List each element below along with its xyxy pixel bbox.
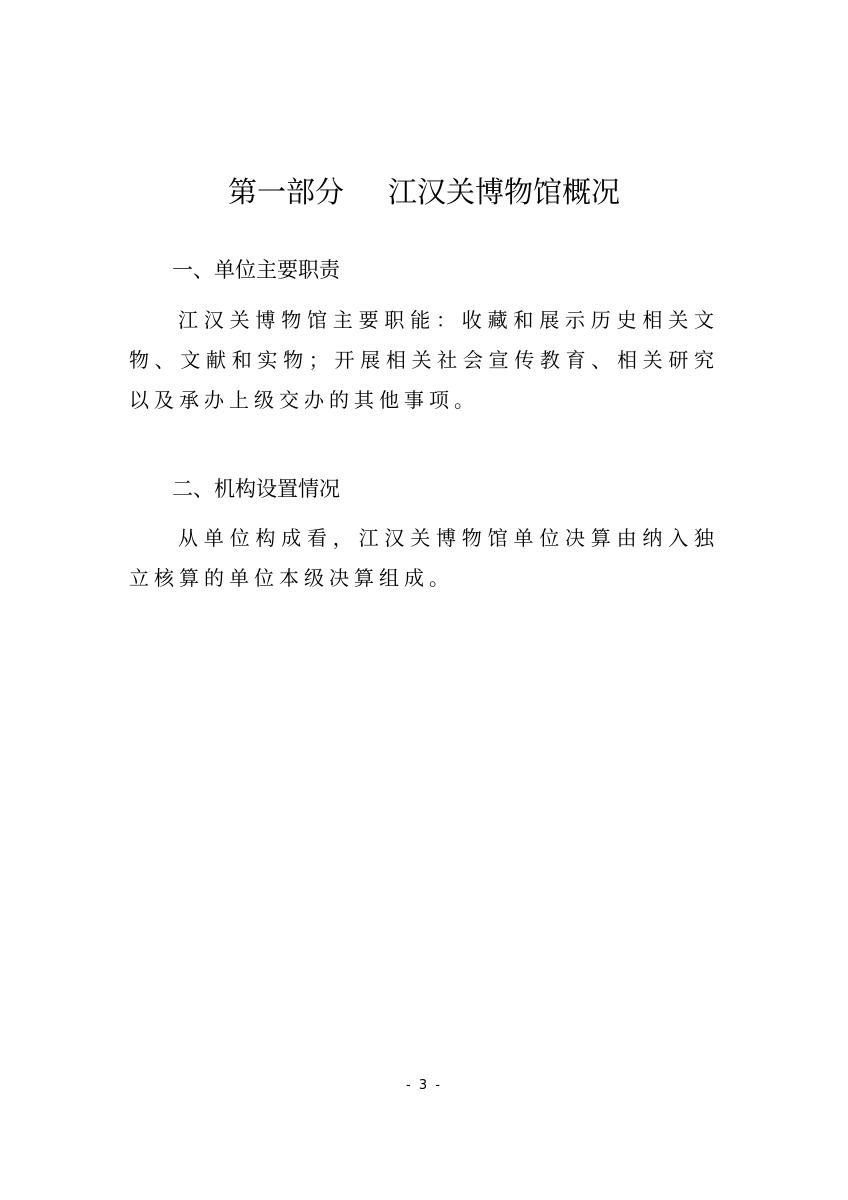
- title-part-label: 第一部分: [227, 175, 344, 209]
- page-number: - 3 -: [406, 1078, 442, 1093]
- page-title: [0, 170, 848, 214]
- title-name: 江汉关博物馆概况: [388, 175, 621, 209]
- section-paragraph-organization: 从单位构成看，江汉关博物馆单位决算由纳入独立核算的单位本级决算组成。: [129, 526, 719, 590]
- section-paragraph-duties: 江汉关博物馆主要职能：收藏和展示历史相关文物、文献和实物；开展相关社会宣传教育、相关研究以及承办上级交办的其他事项。: [129, 308, 719, 412]
- section-heading-organization: 二、机构设置情况: [172, 477, 340, 501]
- section-heading-duties: 一、单位主要职责: [172, 258, 340, 282]
